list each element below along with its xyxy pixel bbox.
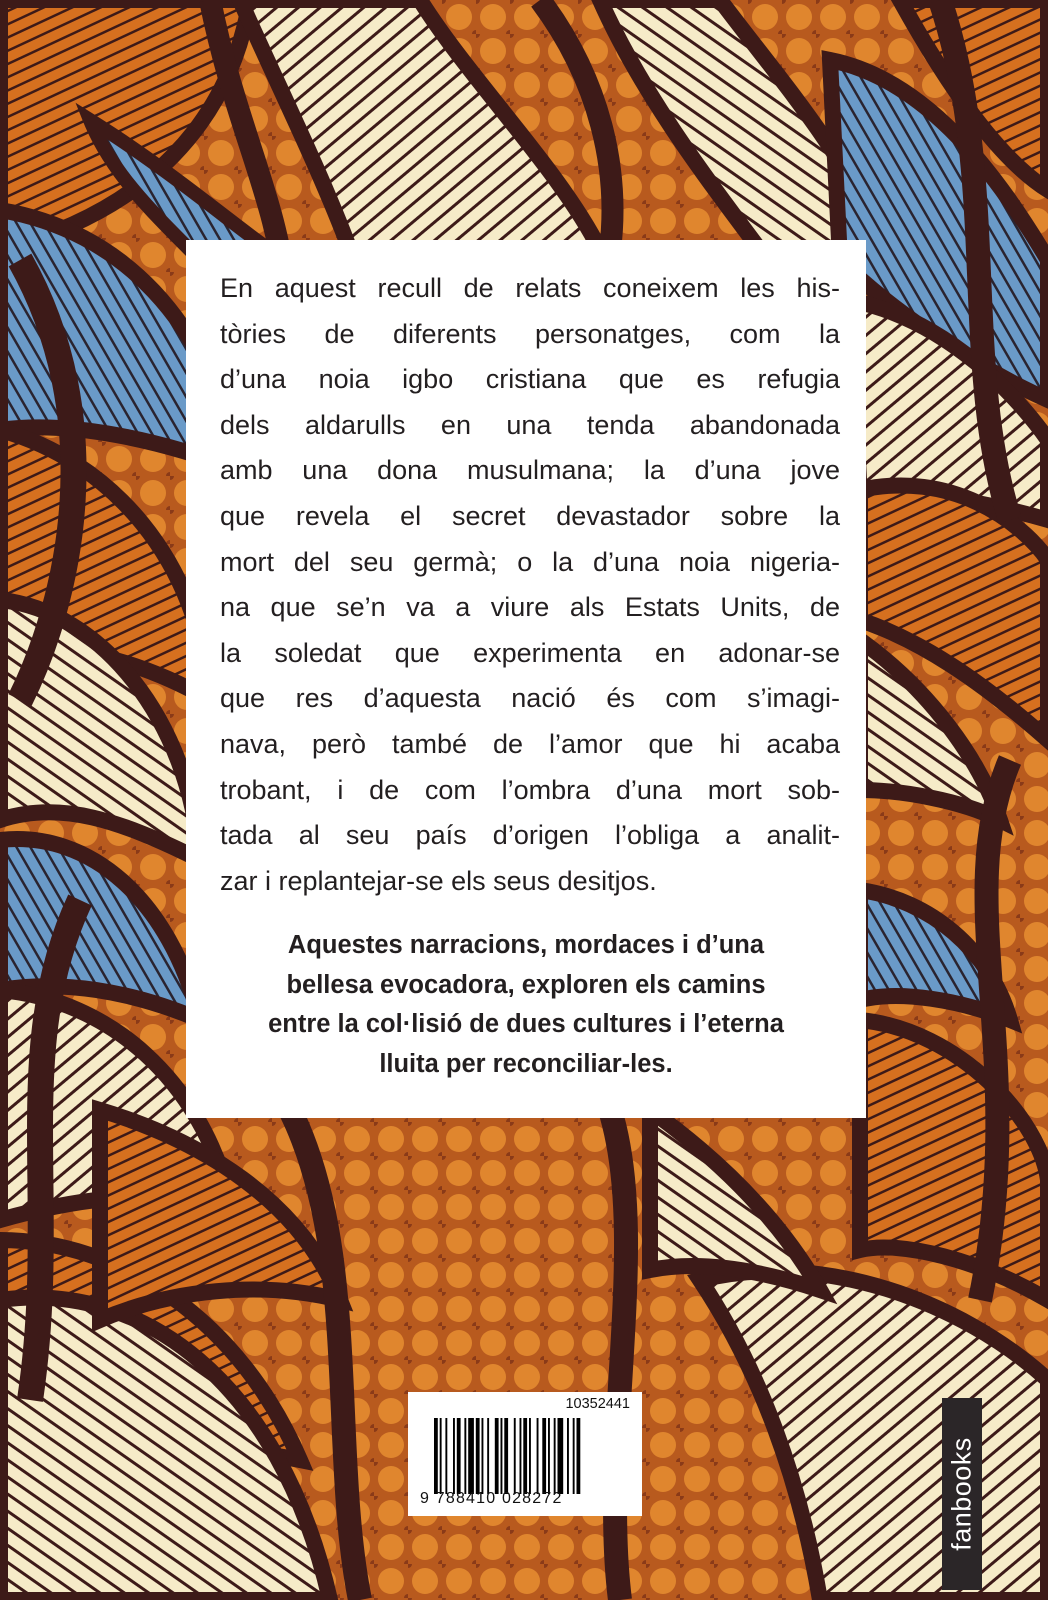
barcode-bar [464,1418,466,1494]
barcode-bar [476,1418,480,1494]
barcode-bar [457,1418,461,1494]
blurb-line: trobant, i de com l’ombra d’una mort sob- [220,774,840,805]
barcode-bar [523,1418,527,1494]
barcode-bar [434,1418,438,1494]
blurb-paragraph [220,266,840,904]
barcode-bar [482,1418,484,1494]
blurb-line: amb una dona musulmana; la d’una jove [220,455,840,486]
reference-number: 10352441 [565,1396,630,1412]
barcode-bar [453,1418,455,1494]
barcode-bar [445,1418,447,1494]
barcode-bar [514,1418,516,1494]
blurb-line: nava, però també de l’amor que hi acaba [220,728,840,759]
barcode-bar [554,1418,556,1494]
publisher-logo-text: fanbooks [946,1437,977,1551]
blurb-line: dels aldarulls en una tenda abandonada [220,409,840,440]
blurb-line: que revela el secret devastador sobre la [220,500,840,531]
barcode-bar [558,1418,564,1494]
tagline-line: lluita per reconciliar-les. [379,1049,673,1078]
tagline-line: entre la col·lisió de dues cultures i l’eterna [268,1010,784,1038]
barcode-bar [520,1418,522,1494]
blurb-line: zar i replantejar-se els seus desitjos. [220,865,657,896]
barcode-bar [440,1418,442,1494]
barcode-bar [567,1418,569,1494]
barcode-bar [548,1418,550,1494]
blurb-line: na que se’n va a viure als Estats Units, de [220,592,840,623]
blurb-line: tada al seu país d’origen l’obliga a analit- [220,820,840,851]
tagline-line: bellesa evocadora, exploren els camins [286,970,766,999]
blurb-panel [186,240,866,1118]
barcode-bar [468,1418,474,1494]
isbn-barcode [434,1418,632,1494]
barcode-bar [529,1418,531,1494]
barcode-bar [504,1418,508,1494]
barcode-bar [577,1418,581,1494]
barcode-box [408,1392,642,1516]
blurb-line: que res d’aquesta nació és com s’imagi- [220,683,840,714]
publisher-logo [942,1398,982,1590]
blurb-line: tòries de diferents personatges, com la [220,318,840,349]
barcode-bar [537,1418,539,1494]
isbn-digits: 9 788410 028272 [420,1490,563,1507]
blurb-line: d’una noia igbo cristiana que es refugia [220,364,840,395]
barcode-bar [542,1418,546,1494]
barcode-bar [495,1418,499,1494]
blurb-line: En aquest recull de relats coneixem les his- [220,273,840,303]
barcode-bar [487,1418,489,1494]
blurb-tagline [206,926,846,1084]
barcode-bar [573,1418,575,1494]
tagline-line: Aquestes narracions, mordaces i d’una [287,931,765,959]
barcode-bar [501,1418,503,1494]
blurb-line: la soledat que experimenta en adonar-se [220,637,840,668]
blurb-line: mort del seu germà; o la d’una noia nigeria- [220,546,840,577]
